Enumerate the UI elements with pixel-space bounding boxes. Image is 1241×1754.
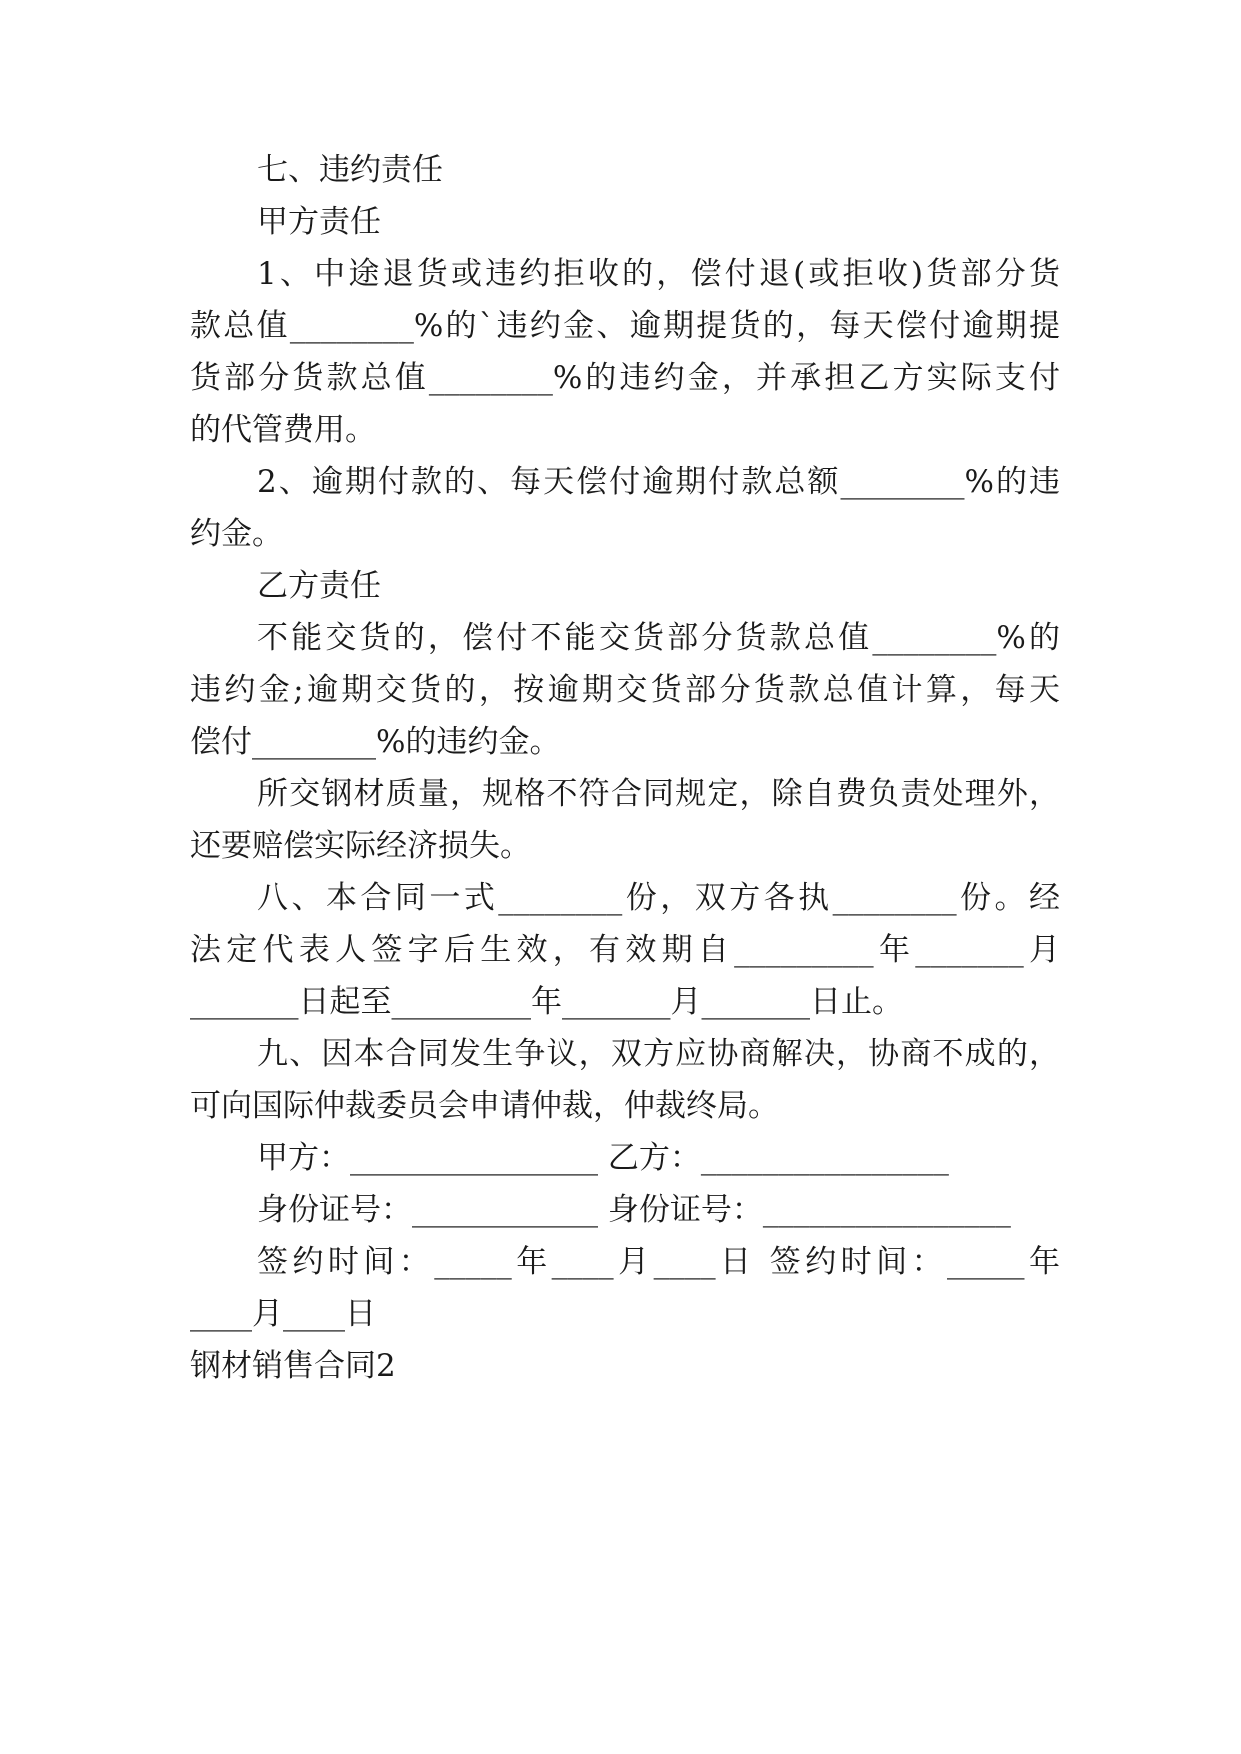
- paragraph-line: 违约金;逾期交货的，按逾期交货部分货款总值计算，每天: [190, 672, 1060, 708]
- paragraph-line: 偿付________%的违约金。: [190, 724, 561, 760]
- paragraph-line: 2、逾期付款的、每天偿付逾期付款总额________%的违: [257, 464, 1060, 500]
- paragraph-line: 九、因本合同发生争议，双方应协商解决，协商不成的，: [257, 1036, 1060, 1072]
- paragraph-line: 可向国际仲裁委员会申请仲裁，仲裁终局。: [190, 1088, 779, 1124]
- paragraph-line: 还要赔偿实际经济损失。: [190, 828, 531, 864]
- paragraph-line: 货部分货款总值________%的违约金，并承担乙方实际支付: [190, 360, 1060, 396]
- subheading-party-a-liability: 甲方责任: [257, 204, 381, 240]
- paragraph-line: 1、中途退货或违约拒收的，偿付退(或拒收)货部分货: [257, 256, 1060, 292]
- section-heading-breach-liability: 七、违约责任: [257, 152, 443, 188]
- signature-date-line-continued: ____月____日: [190, 1296, 376, 1332]
- paragraph-line: 的代管费用。: [190, 412, 376, 448]
- subheading-party-b-liability: 乙方责任: [257, 568, 381, 604]
- signature-date-line: 签约时间：_____年____月____日 签约时间：_____年: [257, 1244, 1060, 1280]
- paragraph-line: _______日起至_________年_______月_______日止。: [190, 984, 903, 1020]
- paragraph-line: 法定代表人签字后生效，有效期自_________年_______月: [190, 932, 1060, 968]
- paragraph-line: 不能交货的，偿付不能交货部分货款总值________%的: [257, 620, 1060, 656]
- signature-id-line: 身份证号：____________ 身份证号：________________: [257, 1192, 1011, 1228]
- paragraph-line: 八、本合同一式________份，双方各执________份。经: [257, 880, 1060, 916]
- next-document-title: 钢材销售合同2: [190, 1348, 396, 1384]
- paragraph-line: 约金。: [190, 516, 283, 552]
- signature-party-line: 甲方：________________ 乙方：________________: [257, 1140, 949, 1176]
- paragraph-line: 所交钢材质量，规格不符合同规定，除自费负责处理外，: [257, 776, 1060, 812]
- paragraph-line: 款总值________%的`违约金、逾期提货的，每天偿付逾期提: [190, 308, 1060, 344]
